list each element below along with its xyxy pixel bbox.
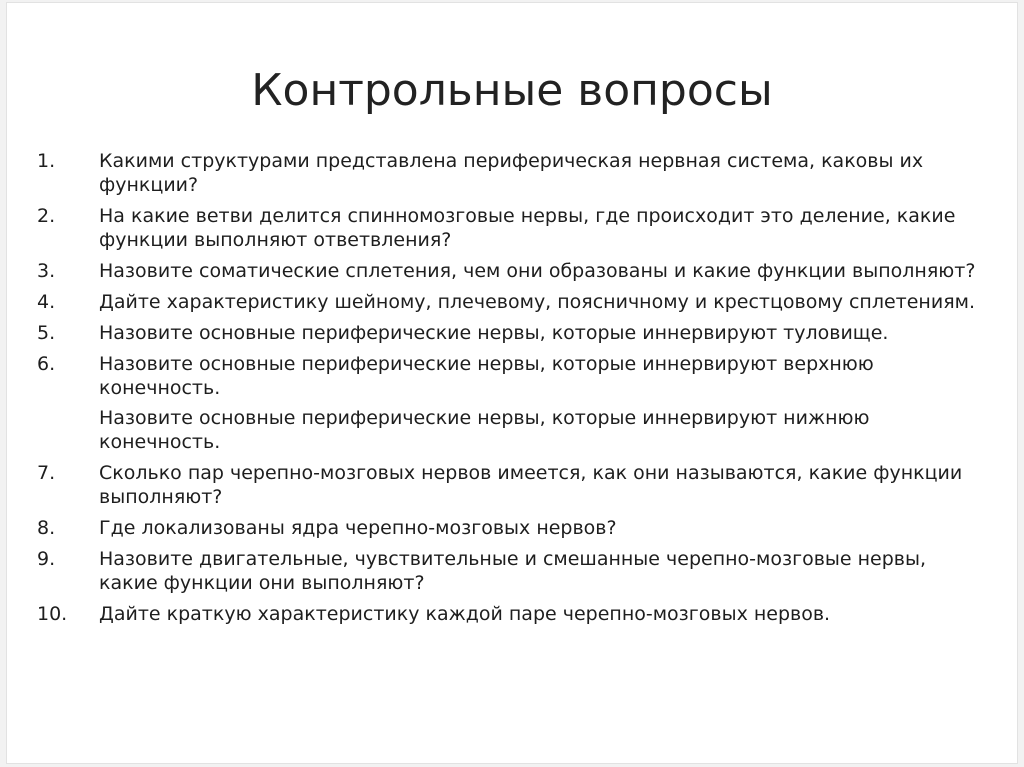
question-text: На какие ветви делится спинномозговые нервы, где происходит это деление, какие функции выполняют ответвления? xyxy=(99,205,956,251)
question-text: Назовите основные периферические нервы, которые иннервируют туловище. xyxy=(99,322,889,344)
question-number: 5. xyxy=(37,322,56,344)
list-item xyxy=(37,290,987,314)
list-item xyxy=(37,321,987,345)
question-list xyxy=(37,149,987,633)
question-text: Назовите основные периферические нервы, которые иннервируют верхнюю конечность. xyxy=(99,353,874,399)
question-text: Назовите соматические сплетения, чем они образованы и какие функции выполняют? xyxy=(99,260,976,282)
question-number: 4. xyxy=(37,291,56,313)
question-text: Дайте краткую характеристику каждой паре черепно-мозговых нервов. xyxy=(99,603,831,625)
question-number: 6. xyxy=(37,353,56,375)
list-item xyxy=(37,204,987,252)
list-item xyxy=(37,547,987,595)
question-text-continued: Назовите основные периферические нервы, которые иннервируют нижнюю конечность. xyxy=(99,407,870,453)
question-number: 7. xyxy=(37,462,56,484)
question-text: Сколько пар черепно-мозговых нервов имеется, как они называются, какие функции выполняют? xyxy=(99,462,963,508)
list-item xyxy=(37,352,987,454)
question-number: 9. xyxy=(37,548,56,570)
list-item xyxy=(37,461,987,509)
list-item xyxy=(37,149,987,197)
list-item xyxy=(37,516,987,540)
question-number: 1. xyxy=(37,150,56,172)
list-item xyxy=(37,602,987,626)
question-number: 10. xyxy=(37,603,68,625)
question-text: Где локализованы ядра черепно-мозговых нервов? xyxy=(99,517,617,539)
question-text: Назовите двигательные, чувствительные и смешанные черепно-мозговые нервы, какие функции они выполняют? xyxy=(99,548,927,594)
question-number: 3. xyxy=(37,260,56,282)
question-text: Дайте характеристику шейному, плечевому, поясничному и крестцовому сплетениям. xyxy=(99,291,976,313)
question-number: 8. xyxy=(37,517,56,539)
question-text: Какими структурами представлена периферическая нервная система, каковы их функции? xyxy=(99,150,924,196)
slide-title: Контрольные вопросы xyxy=(251,65,773,116)
list-item xyxy=(37,259,987,283)
question-number: 2. xyxy=(37,205,56,227)
slide xyxy=(6,2,1018,764)
